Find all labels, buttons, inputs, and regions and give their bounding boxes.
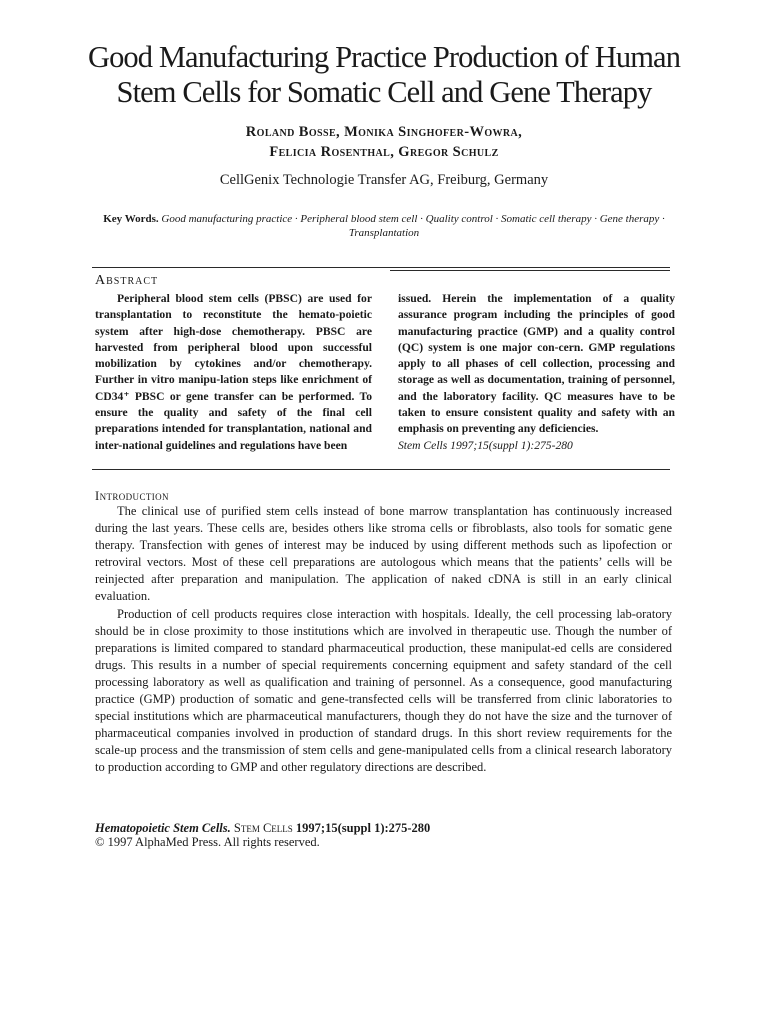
abstract-citation: Stem Cells 1997;15(suppl 1):275-280 (398, 438, 573, 452)
paper-title (60, 40, 708, 110)
authors-line-1: Roland Bosse, Monika Singhofer-Wowra, (245, 124, 523, 140)
affiliation: CellGenix Technologie Transfer AG, Freiburg, Germany (219, 172, 549, 188)
author-list (100, 122, 668, 162)
footer-citation-line (95, 821, 672, 835)
keywords (100, 212, 668, 240)
introduction-heading: Introduction (95, 489, 169, 503)
citation-footer (95, 821, 672, 849)
intro-paragraph-2: Production of cell products requires close interaction with hospitals. Ideally, the cell processing lab-oratory should be in close proximity to those institutions which are involved in therapeutic use. Though the number of preparations is limited compared to standard pharmaceutical production, these manipulat-ed cells are considered drugs. This results in a number of special requirements concerning equipment and safety standard of the cell processing laboratory as well as qualification and training of personnel. As a consequence, good manufacturing practice (GMP) production of somatic and gene-transfected cells will be transferred from clinic laboratories to special institutions which are pharmaceutical manufacturers, though they do not have the size and the turnover of pharmaceutical companies involved in production of standard drugs. In this short review requirements for the scale-up process and the transmission of stem cells and gene-manipulated cells from a clinical research laboratory to production according to GMP and other regulatory directions are described. (95, 606, 672, 775)
intro-paragraph-1: The clinical use of purified stem cells instead of bone marrow transplantation has continuously increased during the last years. These cells are, besides others like stroma cells or fibroblasts, also tools for somatic gene therapy. Transfection with genes of interest may be induced by using different methods such as lipofection or retroviral vectors. Most of these cell preparations are autologous which means that the patients’ cells will be reinjected after preparation and manipulation. The application of naked cDNA is still in an early clinical evaluation. (95, 504, 672, 604)
footer-stem-cells: Stem Cells (233, 821, 293, 835)
footer-volume: 1997;15(suppl 1):275-280 (295, 821, 431, 835)
footer-copyright: © 1997 AlphaMed Press. All rights reserved. (95, 835, 320, 849)
abstract-heading: Abstract (95, 273, 159, 288)
footer-journal: Hematopoietic Stem Cells. (95, 821, 231, 835)
abstract-bottom-rule (92, 469, 670, 470)
authors-line-2: Felicia Rosenthal, Gregor Schulz (269, 144, 499, 160)
abstract-top-rule-right (390, 270, 670, 271)
abstract-top-rule (92, 267, 670, 268)
title-line-2: Stem Cells for Somatic Cell and Gene Therapy (116, 75, 652, 109)
abstract-right-text: issued. Herein the implementation of a quality assurance program including the principles of good manufacturing practice (GMP) and a quality control (QC) system is one major con-cern. GMP regulations apply to all phases of cell collection, processing and storage as well as documentation, training of personnel, and the laboratory facility. QC measures have to be taken to ensure consistent quality and safety with an emphasis on preventing any deficiencies. (398, 292, 675, 436)
keywords-text: Good manufacturing practice · Peripheral blood stem cell · Quality control · Somatic cell therapy · Gene therapy · Transplantation (161, 213, 665, 239)
abstract-right-column (398, 291, 675, 454)
title-line-1: Good Manufacturing Practice Production of Human (87, 40, 681, 74)
introduction-body (95, 503, 672, 777)
keywords-label: Key Words. (103, 213, 159, 225)
abstract-left-column: Peripheral blood stem cells (PBSC) are used for transplantation to reconstitute the hemato-poietic system after high-dose chemotherapy. PBSC are harvested from peripheral blood upon successful mobilization by cytokines and/or chemotherapy. Further in vitro manipu-lation steps like enrichment of CD34⁺ PBSC or gene transfer can be performed. To ensure the quality and safety of the final cell preparations intended for transplantation, national and inter-national guidelines and regulations have been (95, 292, 372, 452)
